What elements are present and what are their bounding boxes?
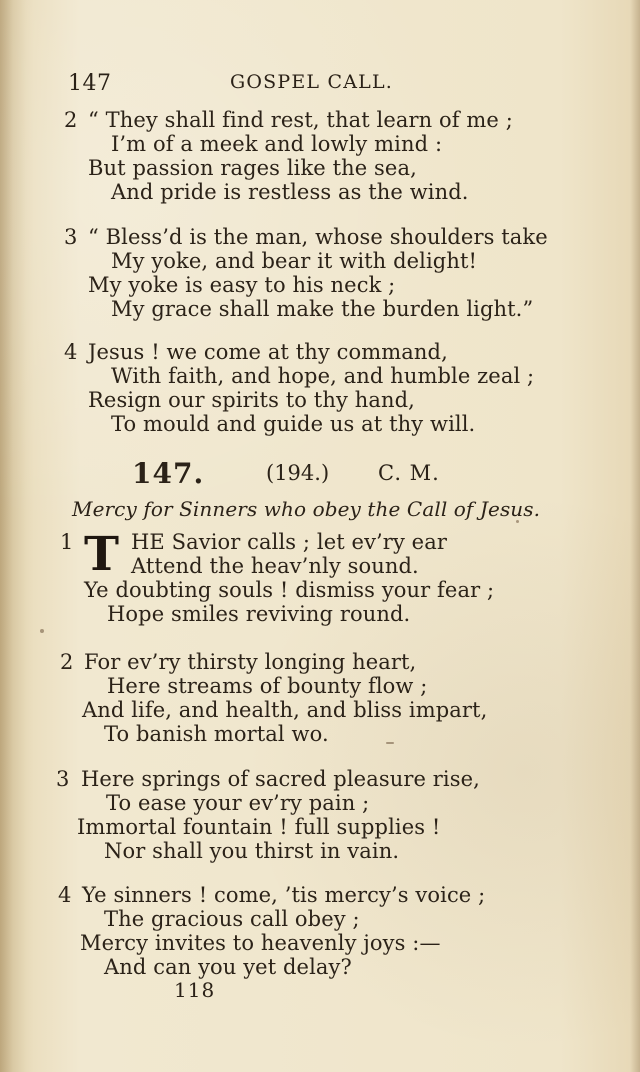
- paper-speck: [40, 629, 44, 633]
- verse-line: But passion rages like the sea,: [88, 156, 417, 180]
- hymn-number: 147.: [132, 457, 205, 490]
- verse-line: With faith, and hope, and humble zeal ;: [111, 364, 535, 388]
- verse-number: 3: [64, 225, 78, 249]
- verse-line: “ Bless’d is the man, whose shoulders take: [88, 225, 548, 249]
- running-head: [68, 71, 538, 103]
- verse-number: 2: [64, 108, 78, 132]
- verse-line: To mould and guide us at thy will.: [111, 412, 476, 436]
- verse-line: Ye sinners ! come, ’tis mercy’s voice ;: [82, 883, 486, 907]
- verse-line: Resign our spirits to thy hand,: [88, 388, 415, 412]
- verse-line: Immortal fountain ! full supplies !: [77, 815, 441, 839]
- verse-line: To ease your ev’ry pain ;: [106, 791, 370, 815]
- hymn-meter: C. M.: [378, 461, 440, 485]
- hymn-reference: (194.): [266, 461, 330, 485]
- verse-line: Mercy invites to heavenly joys :—: [80, 931, 441, 955]
- verse-line: Here springs of sacred pleasure rise,: [81, 767, 480, 791]
- verse-line: I’m of a meek and lowly mind :: [111, 132, 443, 156]
- running-title: GOSPEL CALL.: [230, 71, 394, 93]
- paper-speck: [386, 742, 394, 744]
- verse-line: Nor shall you thirst in vain.: [104, 839, 400, 863]
- verse-line: Ye doubting souls ! dismiss your fear ;: [84, 578, 495, 602]
- footer-page-number: 118: [174, 978, 216, 1002]
- verse-line: My grace shall make the burden light.”: [111, 297, 534, 321]
- verse-line: HE Savior calls ; let ev’ry ear: [131, 530, 447, 554]
- verse-number: 4: [64, 340, 78, 364]
- verse-line: Hope smiles reviving round.: [107, 602, 411, 626]
- verse-line: And can you yet delay?: [104, 955, 352, 979]
- verse-line: Attend the heav’nly sound.: [131, 554, 419, 578]
- verse-line: And life, and health, and bliss impart,: [82, 698, 488, 722]
- verse-line: The gracious call obey ;: [104, 907, 360, 931]
- verse-line: Jesus ! we come at thy command,: [88, 340, 448, 364]
- verse-number: 4: [58, 883, 72, 907]
- verse-line: And pride is restless as the wind.: [111, 180, 469, 204]
- paper-speck: [516, 520, 519, 523]
- hymn-subtitle: Mercy for Sinners who obey the Call of Jesus.: [72, 497, 541, 521]
- verse-number: 2: [60, 650, 74, 674]
- verse-line: My yoke, and bear it with delight!: [111, 249, 478, 273]
- verse-line: “ They shall find rest, that learn of me ;: [88, 108, 513, 132]
- verse-line: Here streams of bounty flow ;: [107, 674, 428, 698]
- page-number: 147: [68, 71, 112, 96]
- verse-line: My yoke is easy to his neck ;: [88, 273, 396, 297]
- verse-number: 3: [56, 767, 70, 791]
- hymn-header: [132, 457, 452, 491]
- verse-number: 1: [60, 530, 74, 554]
- verse-line: For ev’ry thirsty longing heart,: [84, 650, 417, 674]
- drop-cap: T: [84, 527, 119, 582]
- verse-line: To banish mortal wo.: [104, 722, 329, 746]
